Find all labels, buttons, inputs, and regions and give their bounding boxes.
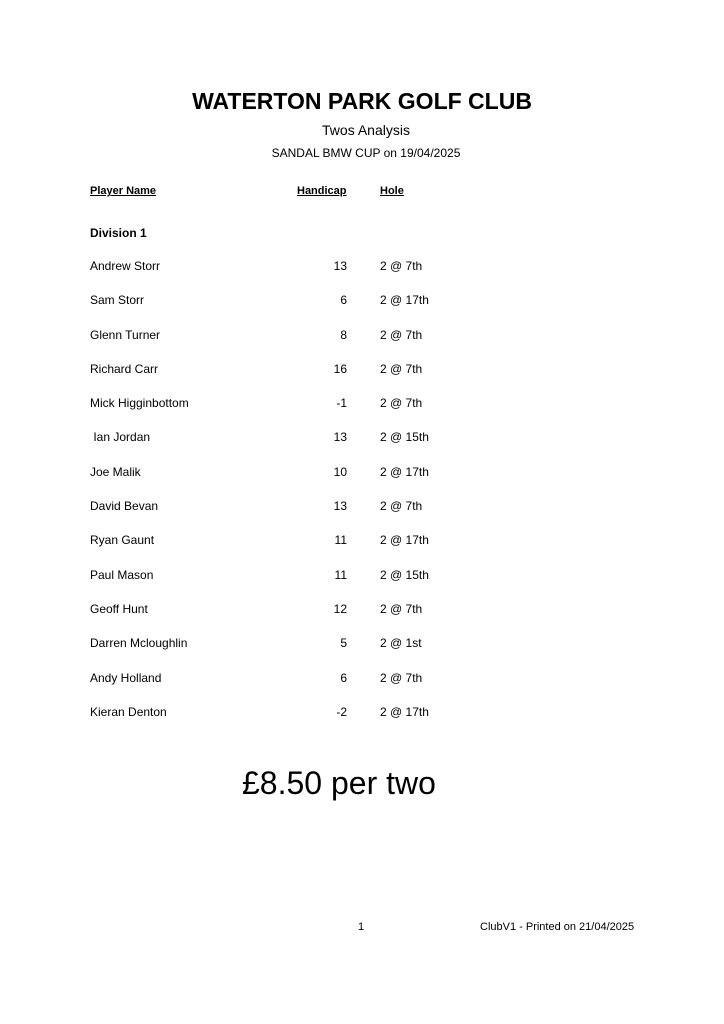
table-row xyxy=(0,532,724,566)
player-hole: 2 @ 7th xyxy=(380,499,423,514)
table-row xyxy=(0,670,724,704)
player-handicap: -2 xyxy=(336,704,347,719)
player-handicap: -1 xyxy=(336,396,347,411)
player-handicap: 16 xyxy=(333,361,347,376)
table-row xyxy=(0,258,724,292)
table-row xyxy=(0,464,724,498)
player-name: Darren Mcloughlin xyxy=(90,636,188,651)
column-header-player-name: Player Name xyxy=(90,185,157,197)
player-handicap: 13 xyxy=(333,259,347,273)
player-handicap: 10 xyxy=(333,464,347,479)
table-row xyxy=(0,429,724,463)
price-per-two: £8.50 per two xyxy=(242,765,436,801)
player-handicap: 11 xyxy=(334,533,347,548)
player-name: Glenn Turner xyxy=(90,327,161,342)
report-subtitle: Twos Analysis xyxy=(322,122,410,138)
column-header-handicap: Handicap xyxy=(297,185,347,197)
player-name: Ryan Gaunt xyxy=(90,533,155,548)
table-row xyxy=(0,395,724,429)
competition-line: SANDAL BMW CUP on 19/04/2025 xyxy=(271,146,461,160)
page-number: 1 xyxy=(358,921,365,933)
page-title: WATERTON PARK GOLF CLUB xyxy=(192,88,532,114)
player-name: Andrew Storr xyxy=(90,259,161,273)
player-hole: 2 @ 7th xyxy=(380,361,423,376)
player-hole: 2 @ 7th xyxy=(380,670,423,685)
player-handicap: 11 xyxy=(334,567,347,582)
player-name: Andy Holland xyxy=(90,670,162,685)
division-heading: Division 1 xyxy=(90,226,147,240)
player-name: Mick Higginbottom xyxy=(90,396,189,411)
player-hole: 2 @ 7th xyxy=(380,327,423,342)
player-handicap: 13 xyxy=(333,430,347,445)
column-header-hole: Hole xyxy=(380,185,404,197)
player-hole: 2 @ 17th xyxy=(380,293,429,308)
table-row xyxy=(0,601,724,635)
player-hole: 2 @ 15th xyxy=(380,567,429,582)
player-handicap: 13 xyxy=(333,499,347,514)
player-handicap: 8 xyxy=(340,327,347,342)
player-name: Paul Mason xyxy=(90,567,154,582)
player-handicap: 6 xyxy=(340,293,347,308)
table-row xyxy=(0,292,724,326)
player-list xyxy=(0,258,724,738)
player-name: Joe Malik xyxy=(90,464,141,479)
printed-footer: ClubV1 - Printed on 21/04/2025 xyxy=(480,921,635,933)
player-name: Kieran Denton xyxy=(90,704,167,719)
player-name: Richard Carr xyxy=(90,361,159,376)
player-hole: 2 @ 15th xyxy=(380,430,429,445)
player-hole: 2 @ 17th xyxy=(380,464,429,479)
table-row xyxy=(0,635,724,669)
player-hole: 2 @ 7th xyxy=(380,259,423,273)
player-handicap: 12 xyxy=(333,601,347,616)
player-hole: 2 @ 17th xyxy=(380,704,429,719)
player-hole: 2 @ 17th xyxy=(380,533,429,548)
table-row xyxy=(0,327,724,361)
table-row xyxy=(0,704,724,738)
player-hole: 2 @ 1st xyxy=(380,636,422,651)
player-name: David Bevan xyxy=(90,499,159,514)
player-hole: 2 @ 7th xyxy=(380,396,423,411)
player-handicap: 6 xyxy=(340,670,347,685)
player-handicap: 5 xyxy=(340,636,347,651)
player-hole: 2 @ 7th xyxy=(380,601,423,616)
player-name: Sam Storr xyxy=(90,293,145,308)
table-row xyxy=(0,498,724,532)
player-name: Ian Jordan xyxy=(90,430,151,445)
table-row xyxy=(0,361,724,395)
player-name: Geoff Hunt xyxy=(90,601,148,616)
table-row xyxy=(0,567,724,601)
